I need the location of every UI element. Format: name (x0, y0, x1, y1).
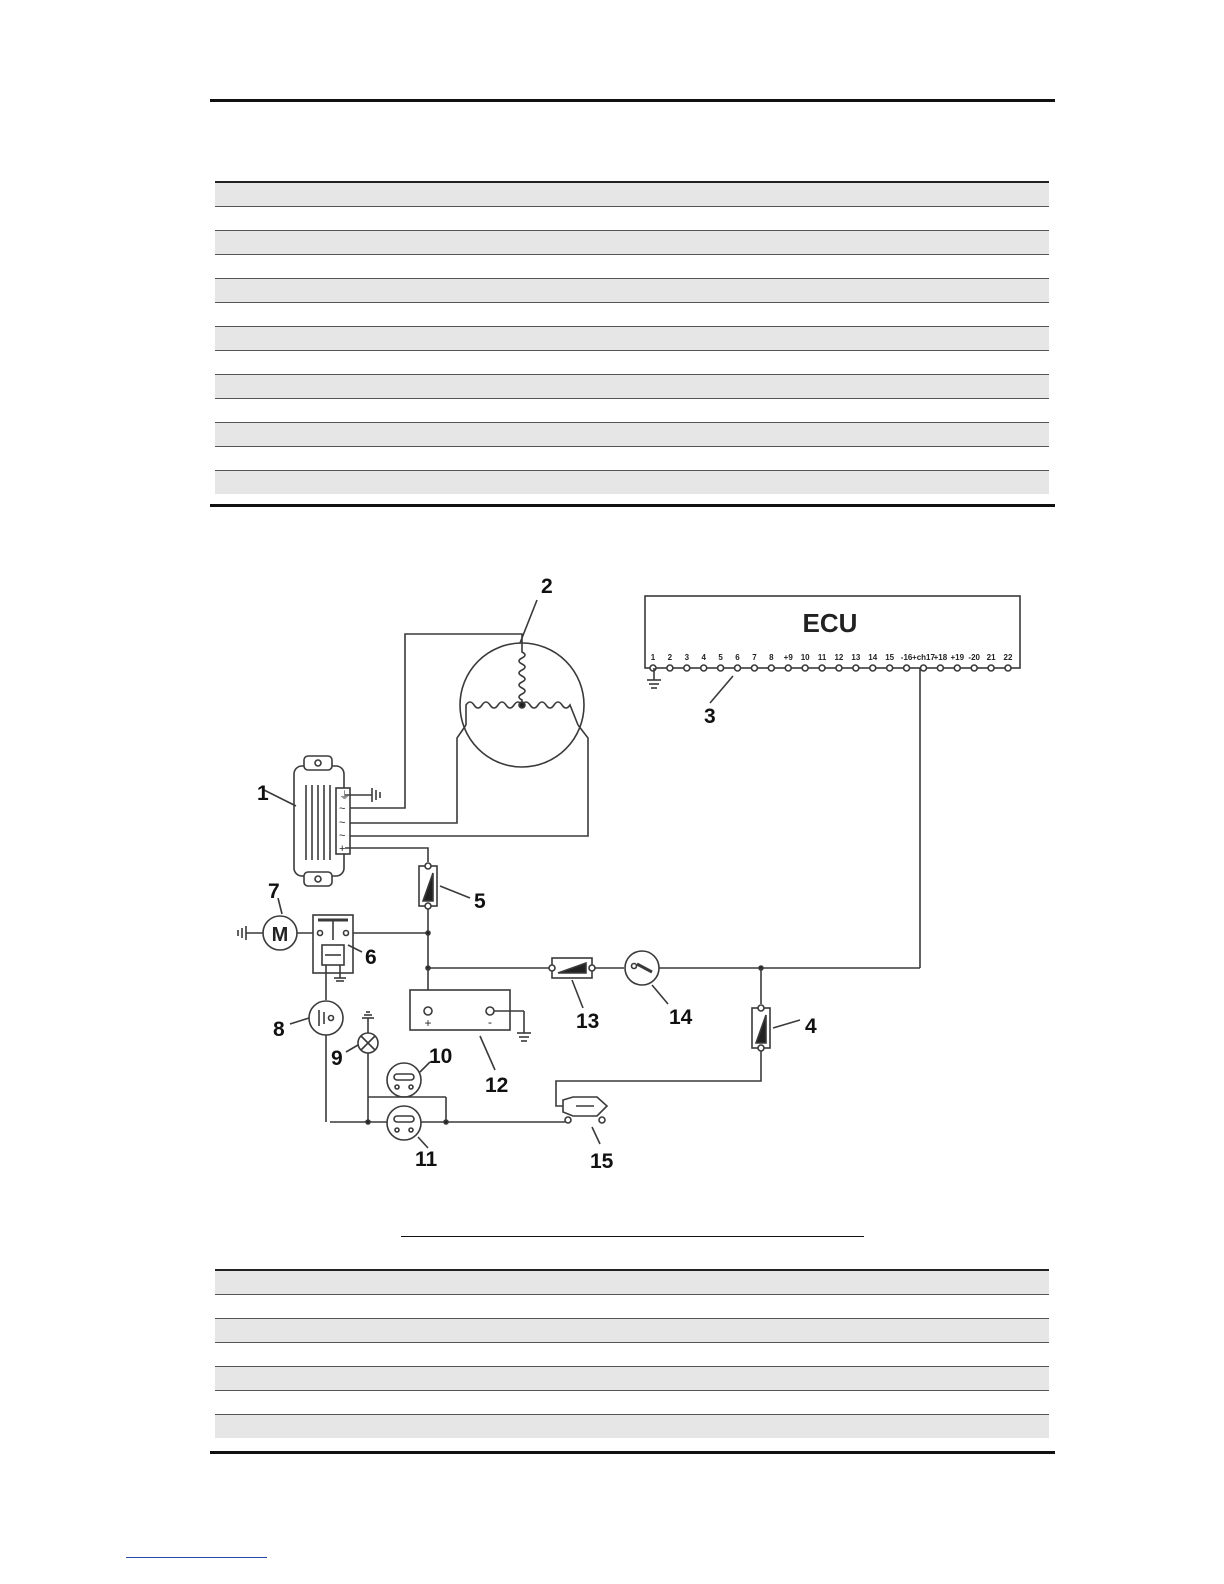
ecu-label: ECU (802, 608, 858, 638)
table-row (215, 206, 1049, 230)
table-cell (215, 231, 295, 254)
table-row (215, 1342, 1049, 1366)
ecu-pin-label: 6 (735, 653, 740, 662)
ecu-pin-label: 5 (718, 653, 723, 662)
table-row (215, 1318, 1049, 1342)
ecu-pin-terminal (954, 665, 960, 671)
callout-14: 14 (669, 1006, 693, 1029)
ecu-pin-label: 4 (701, 653, 706, 662)
ecu-pin-terminal (735, 665, 741, 671)
table-cell (215, 183, 295, 206)
table-row (215, 278, 1049, 302)
ecu-pin-label: 2 (667, 653, 673, 662)
ecu-pin-terminal (718, 665, 724, 671)
table-cell (295, 231, 1049, 254)
table-cell (295, 1391, 1049, 1414)
table-cell (215, 471, 295, 494)
callout-3: 3 (704, 705, 716, 728)
ecu-pin-terminal (937, 665, 943, 671)
ecu-pin-terminal (870, 665, 876, 671)
table-cell (215, 327, 295, 350)
table-row (215, 302, 1049, 326)
ecu-pin-terminal (920, 665, 926, 671)
table-cell (215, 207, 295, 230)
ecu-pin-terminal (988, 665, 994, 671)
table-row (215, 446, 1049, 470)
ecu-pin-label: 10 (800, 653, 810, 662)
table-row (215, 1269, 1049, 1294)
ecu-pin-terminal (904, 665, 910, 671)
table-cell (295, 399, 1049, 422)
rectifier-terminal-ground: ⏚ (339, 790, 350, 802)
table-row (215, 1366, 1049, 1390)
callout-12: 12 (485, 1074, 509, 1097)
callout-8: 8 (273, 1018, 285, 1041)
table-row (215, 1390, 1049, 1414)
table-cell (215, 1319, 295, 1342)
table-cell (295, 255, 1049, 278)
callout-9: 9 (331, 1047, 343, 1070)
callout-4: 4 (805, 1015, 817, 1038)
table-row (215, 374, 1049, 398)
figure-caption-line (401, 1236, 864, 1237)
ecu-pin-label: 1 (650, 653, 656, 662)
ecu-pin-label: 14 (868, 653, 878, 662)
table-cell (295, 351, 1049, 374)
ecu-pin-label: 11 (817, 653, 827, 662)
callout-13: 13 (576, 1010, 600, 1033)
ecu-pin-label: +19 (950, 653, 965, 662)
table-cell (295, 207, 1049, 230)
top-rule (210, 99, 1055, 102)
callout-15: 15 (590, 1150, 614, 1173)
ecu-pin-label: 12 (834, 653, 844, 662)
table-cell (295, 303, 1049, 326)
rectifier-terminal-ac-2: ~ (339, 817, 346, 829)
table-row (215, 422, 1049, 446)
ecu-pin-terminal (887, 665, 893, 671)
table-cell (295, 1415, 1049, 1438)
ecu-pin-label: 8 (769, 653, 774, 662)
table-cell (295, 423, 1049, 446)
table-cell (295, 471, 1049, 494)
table-cell (295, 279, 1049, 302)
table-row (215, 470, 1049, 494)
callout-11: 11 (415, 1148, 438, 1171)
table-cell (215, 1391, 295, 1414)
ecu-pin-label: 13 (851, 653, 861, 662)
table-row (215, 326, 1049, 350)
table-row (215, 398, 1049, 422)
table-row (215, 1294, 1049, 1318)
table-cell (215, 423, 295, 446)
ecu-pin-label: 3 (684, 653, 690, 662)
motor-symbol: M (271, 924, 289, 946)
footer-link[interactable] (126, 1557, 267, 1558)
table-cell (295, 1271, 1049, 1294)
table-cell (215, 351, 295, 374)
table-cell (215, 375, 295, 398)
table-cell (215, 279, 295, 302)
switch-11 (387, 1106, 421, 1140)
ecu-pin-terminal (853, 665, 859, 671)
ecu-pin-terminal (785, 665, 791, 671)
ecu-pin-label: -20 (968, 653, 980, 662)
table-cell (295, 327, 1049, 350)
rectifier-terminal-ac-3: ~ (339, 830, 346, 842)
ecu-pin-terminal (971, 665, 977, 671)
upper-table (215, 181, 1049, 494)
ecu-pin-label: +9 (783, 653, 793, 662)
ecu-pin-terminal (836, 665, 842, 671)
rectifier-terminal-plus: + (339, 843, 346, 855)
lower-table (215, 1269, 1049, 1438)
table-cell (215, 1367, 295, 1390)
table-row (215, 181, 1049, 206)
table-cell (295, 183, 1049, 206)
callout-2: 2 (541, 575, 553, 598)
callout-10: 10 (429, 1045, 453, 1068)
bottom-rule (210, 1451, 1055, 1454)
ecu-pin-terminal (768, 665, 774, 671)
ecu-pin-label: 21 (986, 653, 996, 662)
table-row (215, 254, 1049, 278)
wiring-diagram (0, 540, 1224, 1200)
callout-5: 5 (474, 890, 486, 913)
ecu-pin-label: 15 (885, 653, 895, 662)
table-row (215, 350, 1049, 374)
callout-6: 6 (365, 946, 377, 969)
ecu-pin-terminal (701, 665, 707, 671)
table-cell (215, 1415, 295, 1438)
table-cell (215, 447, 295, 470)
battery-plus: + (424, 1016, 432, 1030)
table-cell (295, 1295, 1049, 1318)
ecu-pin-terminal (802, 665, 808, 671)
battery-minus: - (488, 1015, 492, 1029)
ecu-pin-terminal (1005, 665, 1011, 671)
table-cell (215, 1343, 295, 1366)
ecu-pin-terminal (684, 665, 690, 671)
ecu-pin-label: +ch17 (912, 653, 935, 662)
table-cell (295, 1367, 1049, 1390)
start-button (309, 1001, 343, 1035)
table-cell (295, 447, 1049, 470)
table-cell (295, 1343, 1049, 1366)
middle-rule (210, 504, 1055, 507)
ecu-pin-label: 7 (752, 653, 757, 662)
ecu-pin-label: 22 (1003, 653, 1013, 662)
callout-7: 7 (268, 880, 280, 903)
table-cell (295, 1319, 1049, 1342)
table-cell (215, 1271, 295, 1294)
table-cell (215, 255, 295, 278)
ecu-pin-terminal (751, 665, 757, 671)
ecu-pin-terminal (650, 665, 656, 671)
table-row (215, 1414, 1049, 1438)
ecu-pin-terminal (819, 665, 825, 671)
ecu-pin-label: -16 (900, 653, 913, 662)
table-cell (215, 303, 295, 326)
table-row (215, 230, 1049, 254)
table-cell (295, 375, 1049, 398)
callout-1: 1 (257, 782, 269, 805)
table-cell (215, 399, 295, 422)
ecu-pin-terminal (667, 665, 673, 671)
rectifier-terminal-ac-1: ~ (339, 803, 346, 815)
ecu-pin-label: +18 (933, 653, 948, 662)
table-cell (215, 1295, 295, 1318)
